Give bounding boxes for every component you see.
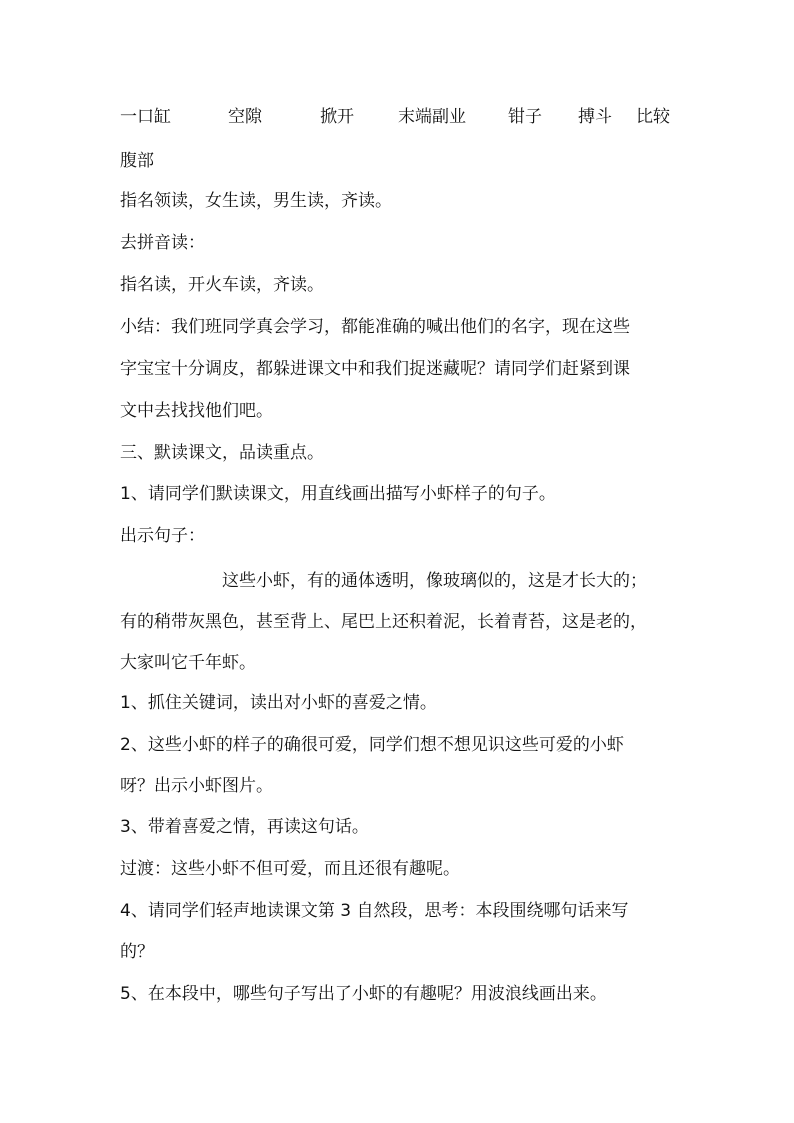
paragraph-line: 文中去找找他们吧。 — [120, 401, 273, 421]
vocab-word: 空隙 — [228, 107, 262, 127]
paragraph-line: 呀？出示小虾图片。 — [120, 776, 273, 796]
vocab-word: 钳子 — [508, 107, 542, 127]
quoted-sentence-line: 这些小虾，有的通体透明，像玻璃似的，这是才长大的； — [222, 571, 647, 591]
paragraph-line: 2、这些小虾的样子的确很可爱，同学们想不想见识这些可爱的小虾 — [120, 735, 624, 755]
paragraph-line: 的？ — [120, 942, 154, 962]
vocab-word: 比较 — [636, 107, 670, 127]
vocab-word: 一口缸 — [120, 107, 171, 127]
paragraph-line: 腹部 — [120, 151, 154, 171]
paragraph-line: 1、请同学们默读课文，用直线画出描写小虾样子的句子。 — [120, 484, 556, 504]
section-heading: 三、默读课文，品读重点。 — [120, 443, 324, 463]
quoted-sentence-line: 大家叫它千年虾。 — [120, 653, 256, 673]
paragraph-line: 去拼音读： — [120, 233, 205, 253]
paragraph-line: 出示句子： — [120, 526, 205, 546]
paragraph-line: 4、请同学们轻声地读课文第 3 自然段，思考：本段围绕哪句话来写 — [120, 901, 629, 921]
vocabulary-row — [0, 106, 794, 130]
paragraph-line: 1、抓住关键词，读出对小虾的喜爱之情。 — [120, 693, 437, 713]
paragraph-line: 指名领读，女生读，男生读，齐读。 — [120, 191, 392, 211]
paragraph-line: 指名读，开火车读，齐读。 — [120, 275, 324, 295]
paragraph-line: 5、在本段中，哪些句子写出了小虾的有趣呢？用波浪线画出来。 — [120, 984, 607, 1004]
vocab-word: 搏斗 — [578, 107, 612, 127]
vocab-word: 末端副业 — [398, 107, 466, 127]
paragraph-line: 字宝宝十分调皮，都躲进课文中和我们捉迷藏呢？请同学们赶紧到课 — [120, 359, 630, 379]
quoted-sentence-line: 有的稍带灰黑色，甚至背上、尾巴上还积着泥，长着青苔，这是老的， — [120, 612, 647, 632]
vocab-word: 掀开 — [320, 107, 354, 127]
paragraph-line: 3、带着喜爱之情，再读这句话。 — [120, 817, 369, 837]
paragraph-line: 过渡：这些小虾不但可爱，而且还很有趣呢。 — [120, 859, 460, 879]
paragraph-line: 小结：我们班同学真会学习，都能准确的喊出他们的名字，现在这些 — [120, 317, 630, 337]
